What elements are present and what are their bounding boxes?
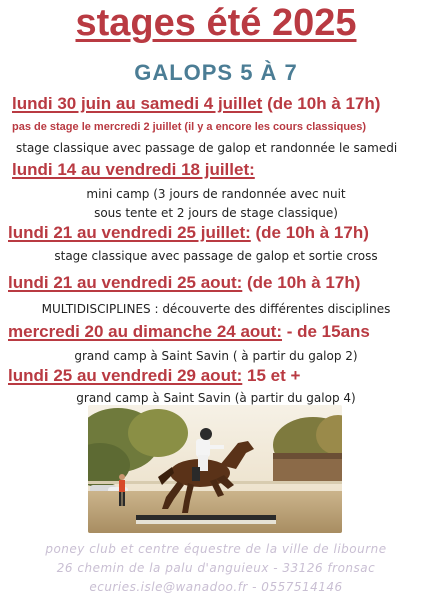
session-2-heading bbox=[12, 160, 255, 180]
page-subtitle: GALOPS 5 À 7 bbox=[134, 60, 298, 85]
session-2-line-1: mini camp (3 jours de randonnée avec nuit bbox=[86, 187, 346, 201]
session-4-line-1: MULTIDISCIPLINES : découverte des différentes disciplines bbox=[41, 302, 391, 316]
session-6-date: lundi 25 au vendredi 29 aout: bbox=[8, 366, 243, 385]
session-6-line-1: grand camp à Saint Savin (à partir du galop 4) bbox=[76, 391, 356, 405]
session-5-line-1: grand camp à Saint Savin ( à partir du galop 2) bbox=[74, 349, 358, 363]
session-6-hours: 15 et + bbox=[247, 366, 301, 385]
session-4-heading bbox=[8, 273, 360, 293]
footer-club-name: poney club et centre équestre de la ville de libourne bbox=[45, 542, 387, 556]
session-5-heading bbox=[8, 322, 370, 342]
session-4-hours: (de 10h à 17h) bbox=[247, 273, 361, 292]
session-1-hours: (de 10h à 17h) bbox=[267, 94, 381, 113]
session-2-line-2: sous tente et 2 jours de stage classique) bbox=[94, 206, 338, 220]
session-6-heading bbox=[8, 366, 300, 386]
session-4-date: lundi 21 au vendredi 25 aout: bbox=[8, 273, 243, 292]
session-1-note: pas de stage le mercredi 2 juillet (il y a encore les cours classiques) bbox=[12, 121, 366, 133]
session-1-line-1: stage classique avec passage de galop et randonnée le samedi bbox=[16, 141, 398, 155]
session-3-hours: (de 10h à 17h) bbox=[255, 223, 369, 242]
horse-jump-photo bbox=[88, 405, 342, 533]
footer-address: 26 chemin de la palu d'anguieux - 33126 fronsac bbox=[56, 561, 376, 575]
session-5-date: mercredi 20 au dimanche 24 aout: bbox=[8, 322, 282, 341]
session-1-heading bbox=[12, 94, 380, 114]
session-5-hours: - de 15ans bbox=[286, 322, 370, 341]
session-2-date: lundi 14 au vendredi 18 juillet: bbox=[12, 160, 255, 179]
session-3-date: lundi 21 au vendredi 25 juillet: bbox=[8, 223, 251, 242]
session-3-heading bbox=[8, 223, 369, 243]
page-title: stages été 2025 bbox=[75, 2, 357, 44]
session-3-line-1: stage classique avec passage de galop et sortie cross bbox=[54, 249, 378, 263]
session-1-date: lundi 30 juin au samedi 4 juillet bbox=[12, 94, 263, 113]
footer-contact: ecuries.isle@wanadoo.fr - 0557514146 bbox=[89, 580, 343, 594]
